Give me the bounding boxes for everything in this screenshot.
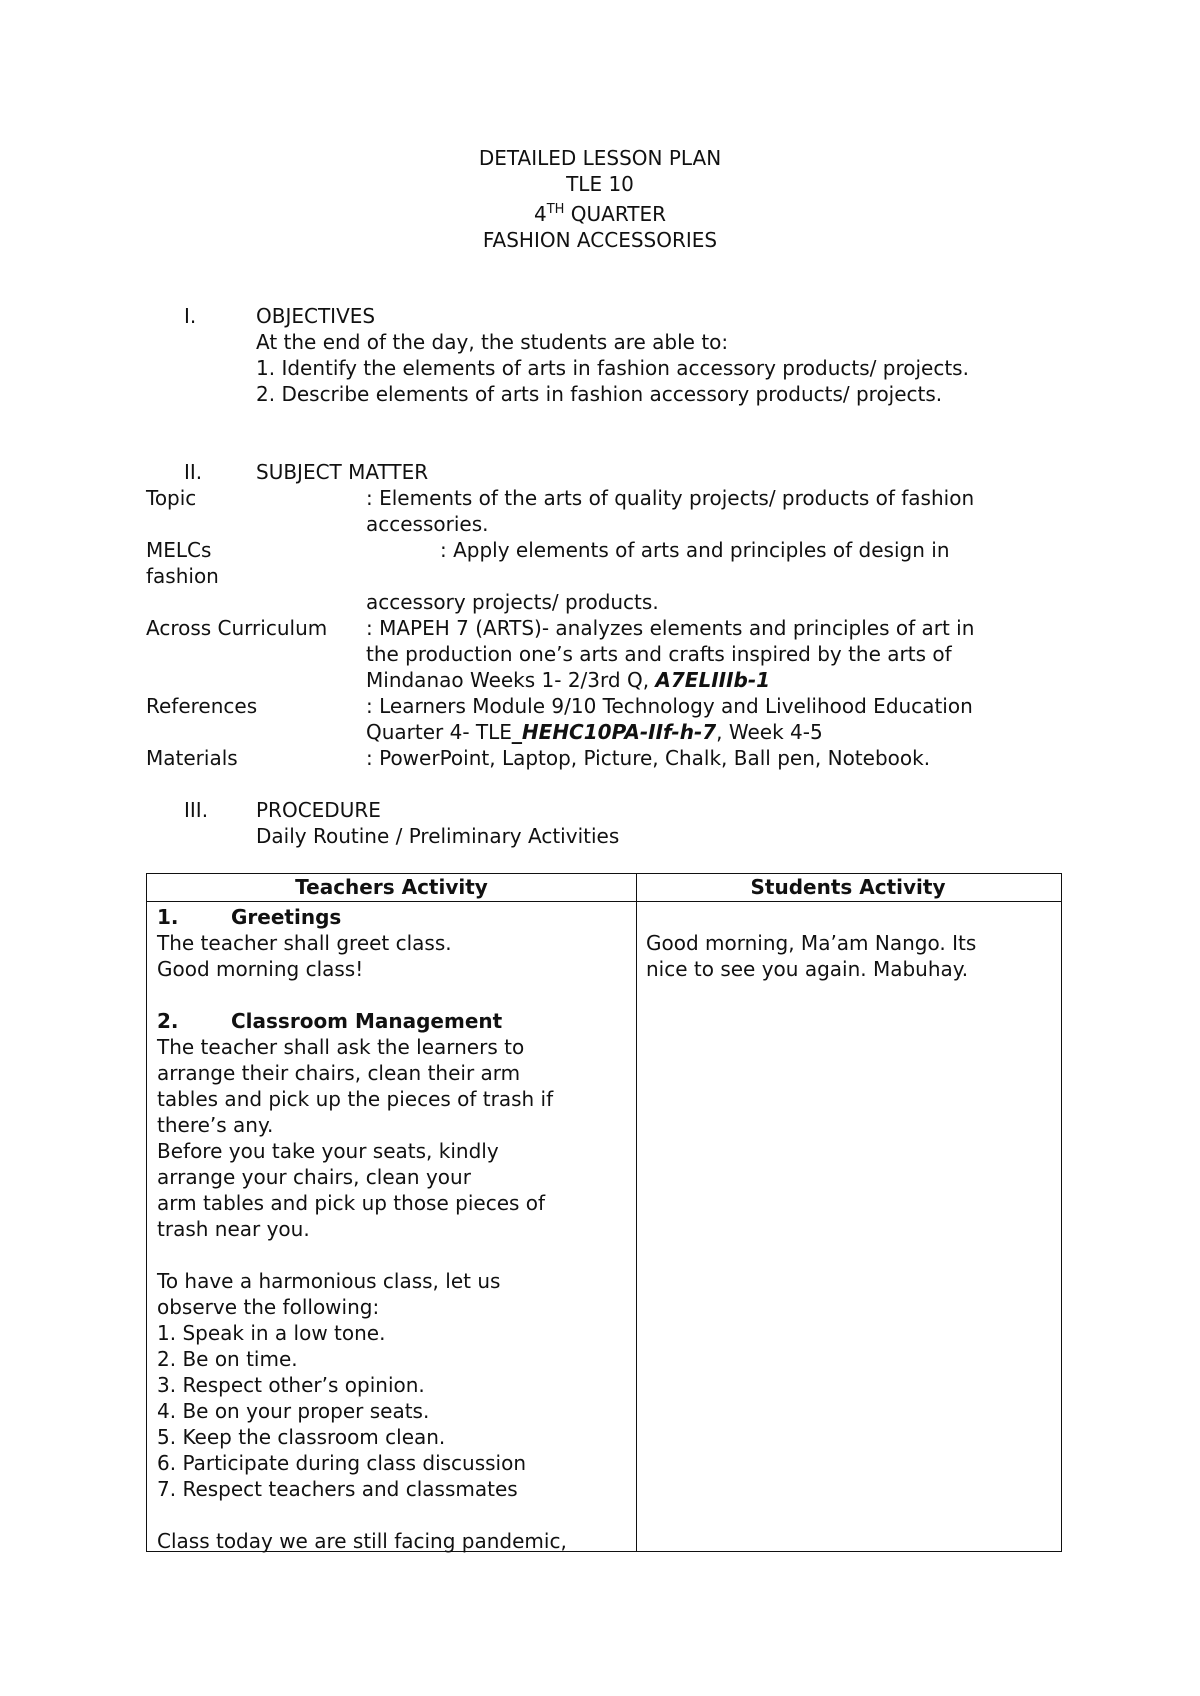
procedure-number: III. <box>184 798 209 822</box>
references-code: _HEHC10PA-IIf-h-7 <box>511 720 717 744</box>
objective-item-1: 1. Identify the elements of arts in fashion accessory products/ projects. <box>256 356 969 380</box>
rules-item: 1. Speak in a low tone. <box>157 1321 386 1345</box>
materials-label: Materials <box>146 746 238 770</box>
across-curriculum-line-3 <box>366 667 770 693</box>
melcs-label-wrap: fashion <box>146 564 219 588</box>
greetings-line-1: The teacher shall greet class. <box>157 931 452 955</box>
management-title: Classroom Management <box>231 1009 503 1033</box>
across-curriculum-text: Mindanao Weeks 1- 2/3rd Q, <box>366 668 656 692</box>
management-number: 2. <box>157 1009 179 1033</box>
greetings-line-2: Good morning class! <box>157 957 364 981</box>
procedure-heading: PROCEDURE <box>256 798 381 822</box>
rules-item: 7. Respect teachers and classmates <box>157 1477 518 1501</box>
subject-matter-number: II. <box>184 460 203 484</box>
references-line-2 <box>366 719 823 745</box>
table-header-divider <box>147 901 1061 902</box>
subject-matter-heading: SUBJECT MATTER <box>256 460 429 484</box>
quarter-label: QUARTER <box>564 202 667 226</box>
document-header <box>0 146 1200 253</box>
procedure-subheading: Daily Routine / Preliminary Activities <box>256 824 620 848</box>
rules-item: 6. Participate during class discussion <box>157 1451 527 1475</box>
header-subject: TLE 10 <box>566 171 634 196</box>
management-line: arrange their chairs, clean their arm <box>157 1061 521 1085</box>
melcs-value-line-2: accessory projects/ products. <box>366 590 659 614</box>
management-line: tables and pick up the pieces of trash if <box>157 1087 554 1111</box>
table-column-divider <box>636 874 637 1551</box>
objectives-heading: OBJECTIVES <box>256 304 376 328</box>
student-response-line-2: nice to see you again. Mabuhay. <box>646 957 969 981</box>
greetings-number: 1. <box>157 905 179 929</box>
pandemic-line: Class today we are still facing pandemic, <box>157 1529 567 1553</box>
objectives-intro: At the end of the day, the students are able to: <box>256 330 729 354</box>
topic-value-line-1: : Elements of the arts of quality projects/ products of fashion <box>366 486 975 510</box>
header-topic: FASHION ACCESSORIES <box>482 227 718 252</box>
references-line-1: : Learners Module 9/10 Technology and Livelihood Education <box>366 694 973 718</box>
quarter-number: 4 <box>533 202 547 226</box>
students-activity-header: Students Activity <box>750 875 946 899</box>
quarter-superscript: TH <box>546 202 565 217</box>
across-curriculum-label: Across Curriculum <box>146 616 328 640</box>
header-title: DETAILED LESSON PLAN <box>478 146 722 170</box>
references-week: , Week 4-5 <box>716 720 823 744</box>
rules-item: 4. Be on your proper seats. <box>157 1399 430 1423</box>
student-response-line-1: Good morning, Ma’am Nango. Its <box>646 931 977 955</box>
melcs-value-line-1: : Apply elements of arts and principles of design in <box>440 538 950 562</box>
header-quarter <box>0 197 1200 228</box>
greetings-title: Greetings <box>231 905 342 929</box>
melcs-label: MELCs <box>146 538 212 562</box>
objective-item-2: 2. Describe elements of arts in fashion accessory products/ projects. <box>256 382 943 406</box>
references-label: References <box>146 694 258 718</box>
rules-item: 5. Keep the classroom clean. <box>157 1425 446 1449</box>
management-line: The teacher shall ask the learners to <box>157 1035 525 1059</box>
rules-line: To have a harmonious class, let us <box>157 1269 501 1293</box>
across-curriculum-line-2: the production one’s arts and crafts inspired by the arts of <box>366 642 952 666</box>
rules-line: observe the following: <box>157 1295 380 1319</box>
materials-value: : PowerPoint, Laptop, Picture, Chalk, Ball pen, Notebook. <box>366 746 931 770</box>
management-line: there’s any. <box>157 1113 274 1137</box>
management-line: arrange your chairs, clean your <box>157 1165 471 1189</box>
management-line: arm tables and pick up those pieces of <box>157 1191 546 1215</box>
objectives-number: I. <box>184 304 197 328</box>
topic-label: Topic <box>146 486 197 510</box>
across-curriculum-line-1: : MAPEH 7 (ARTS)- analyzes elements and principles of art in <box>366 616 975 640</box>
rules-item: 2. Be on time. <box>157 1347 298 1371</box>
references-text: Quarter 4- TLE <box>366 720 512 744</box>
rules-item: 3. Respect other’s opinion. <box>157 1373 425 1397</box>
management-line: trash near you. <box>157 1217 310 1241</box>
management-line: Before you take your seats, kindly <box>157 1139 499 1163</box>
topic-value-line-2: accessories. <box>366 512 489 536</box>
teachers-activity-header: Teachers Activity <box>295 875 488 899</box>
melc-code: A7ELIIIb-1 <box>655 668 771 692</box>
activity-table <box>146 873 1062 1552</box>
